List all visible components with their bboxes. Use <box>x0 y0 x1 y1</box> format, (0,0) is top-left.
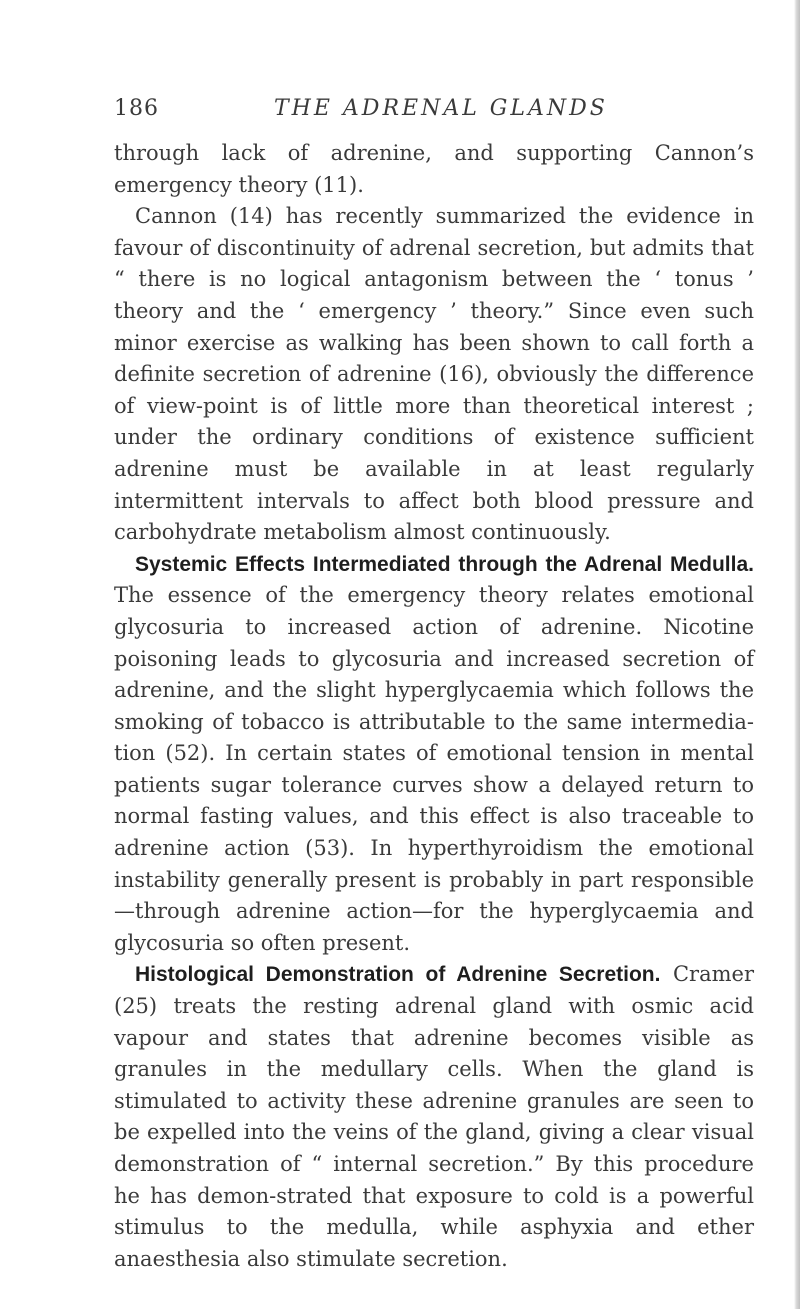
running-title: THE ADRENAL GLANDS <box>274 96 608 121</box>
paragraph-histological <box>114 959 754 1275</box>
paragraph-systemic-effects-body: The essence of the emergency theory relates emotional glycosuria to increased action of adrenine. Nicotine poisoning leads to glycosuria and increased secretion of adrenine, and the slight hyperglycaemia which follows the smoking of tobacco is attributable to the same intermedia-tion (52). In certain states of emotional tension in mental patients sugar tolerance curves show a delayed return to normal fasting values, and this effect is also traceable to adrenine action (53). In hyperthyroidism the emotional instability generally present is probably in part responsible —through adrenine action—for the hyperglycaemia and glycosuria so often present. <box>114 583 754 955</box>
running-head <box>114 96 754 126</box>
page-number: 186 <box>114 96 159 121</box>
body-text <box>114 138 754 1275</box>
page-edge-shadow <box>794 0 800 1309</box>
paragraph-continuation: through lack of adrenine, and supporting Cannon’s emergency theory (11). <box>114 141 754 197</box>
paragraph-cannon: Cannon (14) has recently summarized the evidence in favour of discontinuity of adrenal secretion, but admits that “ there is no logical antagonism between the ‘ tonus ’ theory and the ‘ emergency ’ theory.” Since even such minor exercise as walking has been shown to call forth a definite secretion of adrenine (16), obviously the difference of view-point is of little more than theoretical interest ; under the ordinary conditions of existence sufficient adrenine must be available in at least regularly intermittent intervals to affect both blood pressure and carbohydrate metabolism almost continuously. <box>114 204 754 545</box>
section-heading-histological: Histological Demonstration of Adrenine Secretion. <box>135 963 661 987</box>
section-heading-systemic-effects: Systemic Effects Intermediated through the Adrenal Medulla. <box>135 552 754 576</box>
paragraph-systemic-effects <box>114 549 754 960</box>
paragraph-histological-body: Cramer (25) treats the resting adrenal gland with osmic acid vapour and states that adrenine becomes visible as granules in the medullary cells. When the gland is stimulated to activity these adrenine granules are seen to be expelled into the veins of the gland, giving a clear visual demonstration of “ internal secretion.” By this procedure he has demon-strated that exposure to cold is a powerful stimulus to the medulla, while asphyxia and ether anaesthesia also stimulate secretion. <box>114 962 754 1271</box>
